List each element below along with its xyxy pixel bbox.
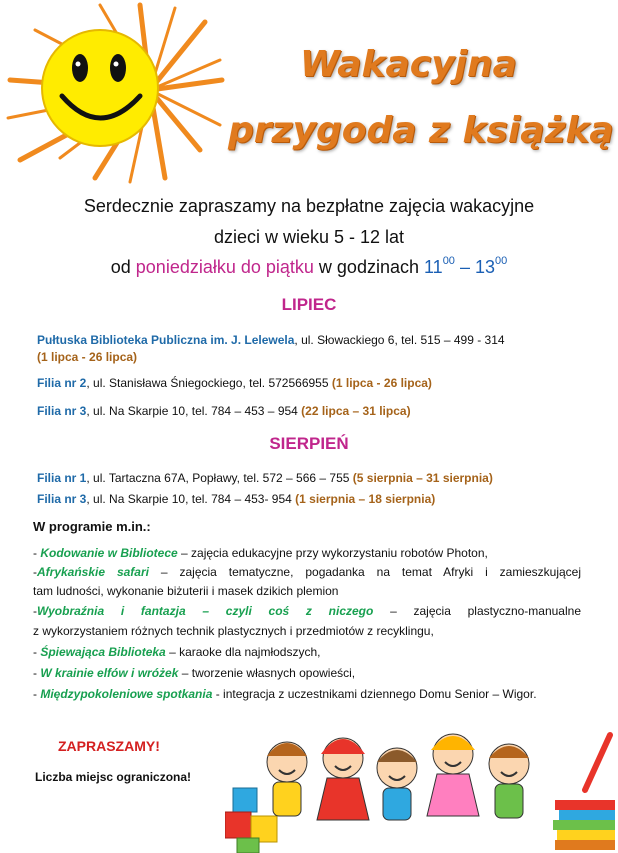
activity-name: Afrykańskie safari xyxy=(37,565,149,579)
program-item xyxy=(33,602,581,621)
august-row xyxy=(37,471,493,485)
item-prefix: - xyxy=(33,604,37,618)
intro-line-1: Serdecznie zapraszamy na bezpłatne zajęcia wakacyjne xyxy=(83,196,535,216)
branch-address: , ul. Słowackiego 6, tel. 515 – 499 - 314 xyxy=(294,333,505,347)
smiling-sun-icon xyxy=(0,0,230,185)
branch-name: Filia nr 1 xyxy=(37,471,87,485)
july-row xyxy=(37,376,432,390)
program-item xyxy=(33,643,581,662)
activity-desc: – tworzenie własnych opowieści, xyxy=(178,666,356,680)
item-prefix: - xyxy=(33,565,37,579)
item-prefix: - xyxy=(33,645,41,659)
program-heading: W programie m.in.: xyxy=(33,519,151,534)
july-row-dates xyxy=(37,350,137,364)
title-line-2: przygoda z książką xyxy=(228,110,614,151)
activity-name: Śpiewająca Biblioteka xyxy=(40,645,166,659)
activity-name: Kodowanie w Bibliotece xyxy=(40,546,178,560)
program-item-cont: tam ludności, wykonanie biżuterii i masek dzikich plemion xyxy=(33,584,339,598)
program-item xyxy=(33,544,581,563)
activity-desc: – karaoke dla najmłodszych, xyxy=(165,645,321,659)
activity-name: Wyobraźnia i fantazja – czyli coś z niczego xyxy=(37,604,374,618)
branch-address: , ul. Na Skarpie 10, tel. 784 – 453- 954 xyxy=(86,492,296,506)
program-item xyxy=(33,685,581,704)
program-item xyxy=(33,664,581,683)
branch-dates: (1 lipca - 26 lipca) xyxy=(37,350,138,364)
activity-name: Międzypokoleniowe spotkania xyxy=(40,687,213,701)
intro-line-3 xyxy=(0,257,618,278)
limited-seats-text: Liczba miejsc ograniczona! xyxy=(35,770,192,784)
time-start: 11 xyxy=(424,257,443,277)
branch-dates: (22 lipca – 31 lipca) xyxy=(301,404,411,418)
branch-name: Filia nr 3 xyxy=(37,404,87,418)
branch-name: Filia nr 3 xyxy=(37,492,87,506)
item-prefix: - xyxy=(33,546,41,560)
activity-name: W krainie elfów i wróżek xyxy=(40,666,179,680)
branch-address: , ul. Tartaczna 67A, Popławy, tel. 572 – 566 – 755 xyxy=(86,471,353,485)
branch-address: , ul. Na Skarpie 10, tel. 784 – 453 – 954 xyxy=(86,404,302,418)
time-sep: – 13 xyxy=(454,257,495,277)
program-item xyxy=(33,563,581,582)
item-prefix: - xyxy=(33,666,41,680)
kids-reading-illustration-icon xyxy=(225,720,618,853)
branch-dates: (1 sierpnia – 18 sierpnia) xyxy=(295,492,436,506)
activity-desc: – zajęcia tematyczne, pogadanka na temat Afryki i zamieszkującej xyxy=(148,565,582,579)
hours-text xyxy=(424,257,507,277)
july-heading: LIPIEC xyxy=(281,295,337,314)
branch-dates: (1 lipca - 26 lipca) xyxy=(331,376,432,390)
branch-address: , ul. Stanisława Śniegockiego, tel. 572566955 xyxy=(86,376,332,390)
branch-dates: (5 sierpnia – 31 sierpnia) xyxy=(352,471,493,485)
time-end-sup: 00 xyxy=(494,255,508,267)
program-item-cont: z wykorzystaniem różnych technik plastycznych i przedmiotów z recyklingu, xyxy=(33,624,434,638)
branch-name: Filia nr 2 xyxy=(37,376,87,390)
august-row xyxy=(37,492,435,506)
august-heading: SIERPIEŃ xyxy=(269,434,349,453)
branch-name: Pułtuska Biblioteka Publiczna im. J. Lelewela xyxy=(37,333,295,347)
title-line-1: Wakacyjna xyxy=(300,44,517,85)
july-row xyxy=(37,333,505,347)
july-row xyxy=(37,404,411,418)
time-start-sup: 00 xyxy=(442,255,455,267)
activity-desc: – zajęcia edukacyjne przy wykorzystaniu robotów Photon, xyxy=(177,546,488,560)
item-prefix: - xyxy=(33,687,41,701)
activity-desc: - integracja z uczestnikami dziennego Domu Senior – Wigor. xyxy=(212,687,537,701)
days-text: poniedziałku do piątku xyxy=(135,257,314,277)
intro-line-2: dzieci w wieku 5 - 12 lat xyxy=(213,227,405,247)
activity-desc: – zajęcia plastyczno-manualne xyxy=(373,604,581,618)
invite-text: ZAPRASZAMY! xyxy=(58,738,160,754)
intro-pre: od xyxy=(110,257,136,277)
intro-mid: w godzinach xyxy=(313,257,424,277)
